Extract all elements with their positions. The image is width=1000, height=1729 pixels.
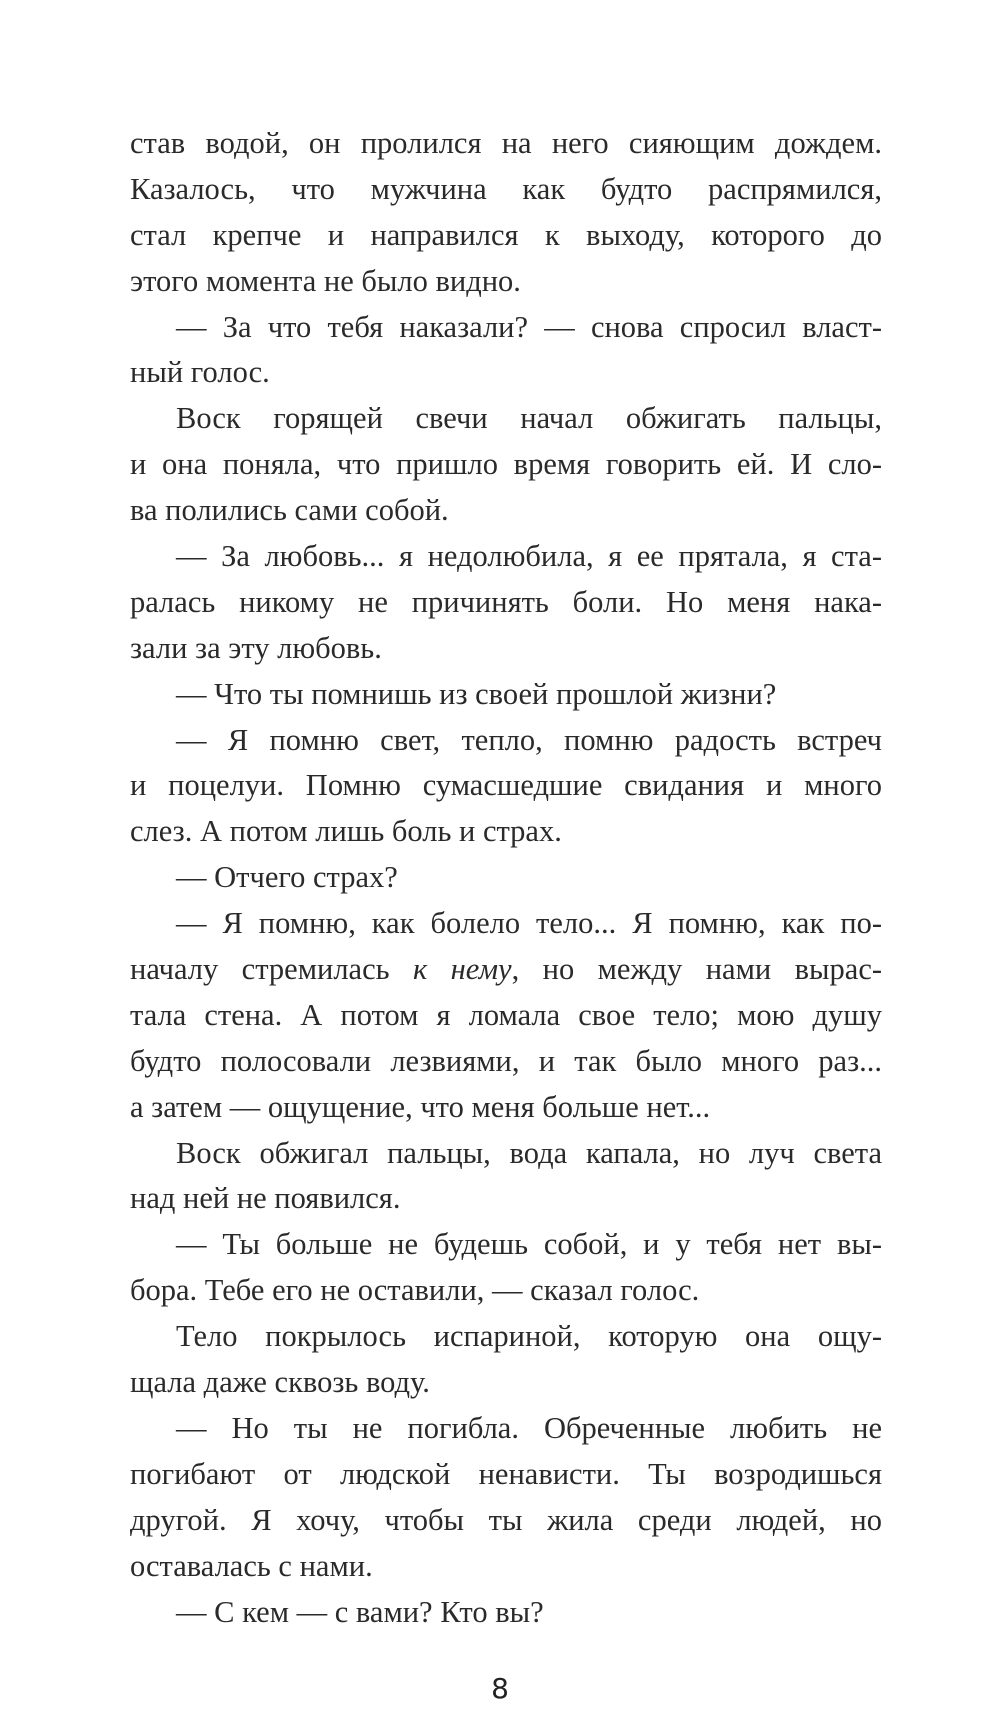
text-line: ный голос. [130,355,270,390]
text-line: и поцелуи. Помню сумасшедшие свидания и много [130,768,882,803]
text-line: — Я помню, как болело тело... Я помню, как по- [176,906,882,941]
text-line: — Что ты помнишь из своей прошлой жизни? [176,676,777,711]
text-line: Тело покрылось испариной, которую она ощу- [176,1319,882,1354]
text-line: Воск обжигал пальцы, вода капала, но луч света [176,1135,882,1170]
text-line: — Я помню свет, тепло, помню радость встреч [176,722,882,757]
text-line: ва полились сами собой. [130,493,449,528]
text-line: — Отчего страх? [176,860,398,895]
text-line: — За любовь... я недолюбила, я ее прятала, я ста- [176,539,882,574]
text-line: став водой, он пролился на него сияющим дождем. [130,126,882,160]
text-line: будто полосовали лезвиями, и так было много раз... [130,1043,882,1078]
text-line: этого момента не было видно. [130,263,521,298]
text-line: — С кем — с вами? Кто вы? [176,1594,544,1629]
text-line: — Ты больше не будешь собой, и у тебя нет вы- [176,1227,882,1262]
text-line: зали за эту любовь. [130,630,382,665]
text-line: и она поняла, что пришло время говорить ей. И сло- [130,447,882,482]
text-line: тала стена. А потом я ломала свое тело; мою душу [130,997,882,1032]
text-segment: началу стремилась [130,952,413,987]
italic-emphasis: к нему [412,952,512,987]
text-line: стал крепче и направился к выходу, которого до [130,217,882,252]
text-line: над ней не появился. [130,1181,401,1216]
text-segment: , но между нами вырас- [511,952,882,987]
text-line: — Но ты не погибла. Обреченные любить не [176,1410,882,1445]
text-line: другой. Я хочу, чтобы ты жила среди людей, но [130,1502,882,1537]
text-line: слез. А потом лишь боль и страх. [130,814,562,849]
text-line: а затем — ощущение, что меня больше нет... [130,1089,711,1124]
text-line: ралась никому не причинять боли. Но меня нака- [130,584,882,619]
page-body-text [130,121,882,1635]
text-line: Казалось, что мужчина как будто распрямился, [130,171,882,206]
text-line: Воск горящей свечи начал обжигать пальцы, [176,401,882,436]
text-line: щала даже сквозь воду. [130,1365,430,1400]
text-line: оставалась с нами. [130,1548,373,1583]
text-line [130,947,882,993]
text-line: бора. Тебе его не оставили, — сказал голос. [130,1273,700,1308]
text-line: погибают от людской ненависти. Ты возродишься [130,1456,882,1491]
text-line: — За что тебя наказали? — снова спросил власт- [176,309,882,344]
page-number: 8 [491,1672,509,1705]
